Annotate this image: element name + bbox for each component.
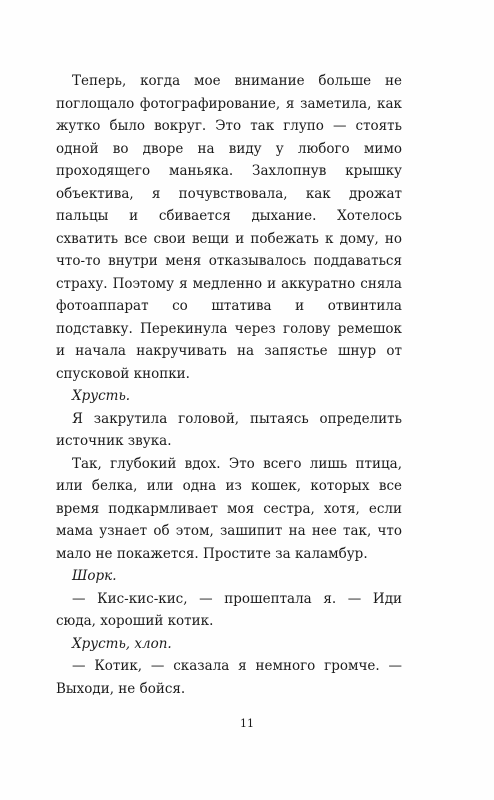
- sound-effect-paragraph: Хрусть.: [72, 388, 131, 404]
- paragraph: Я закрутила головой, пытаясь определить источник звука.: [56, 410, 402, 449]
- body-text: [56, 70, 402, 700]
- paragraph: Теперь, когда мое внимание больше не поглощало фотографирование, я заметила, как жутко было вокруг. Это так глупо — стоять одной во дворе на виду у любого мимо проходящего маньяка. Захлопнув крышку объектива, я почувствовала, как дрожат пальцы и сбивается дыхание. Хотелось схватить все свои вещи и побежать к дому, но что-то внутри меня отказывалось поддаваться страху. Поэтому я медленно и аккуратно сняла фотоаппарат со штатива и отвинтила подставку. Перекинула через голову ремешок и начала накручивать на запястье шнур от спусковой кнопки.: [56, 73, 402, 382]
- dialogue-paragraph: — Котик, — сказала я немного громче. — Выходи, не бойся.: [56, 658, 402, 697]
- sound-effect-paragraph: Шорк.: [72, 568, 117, 584]
- paragraph: Так, глубокий вдох. Это всего лишь птица, или белка, или одна из кошек, которых все время подкармливает моя сестра, хотя, если мама узнает об этом, зашипит на нее так, что мало не покажется. Простите за каламбур.: [56, 455, 402, 562]
- page-number: 11: [240, 717, 254, 730]
- sound-effect-paragraph: Хрусть, хлоп.: [72, 635, 172, 652]
- dialogue-paragraph: — Кис-кис-кис, — прошептала я. — Иди сюда, хороший котик.: [56, 590, 402, 629]
